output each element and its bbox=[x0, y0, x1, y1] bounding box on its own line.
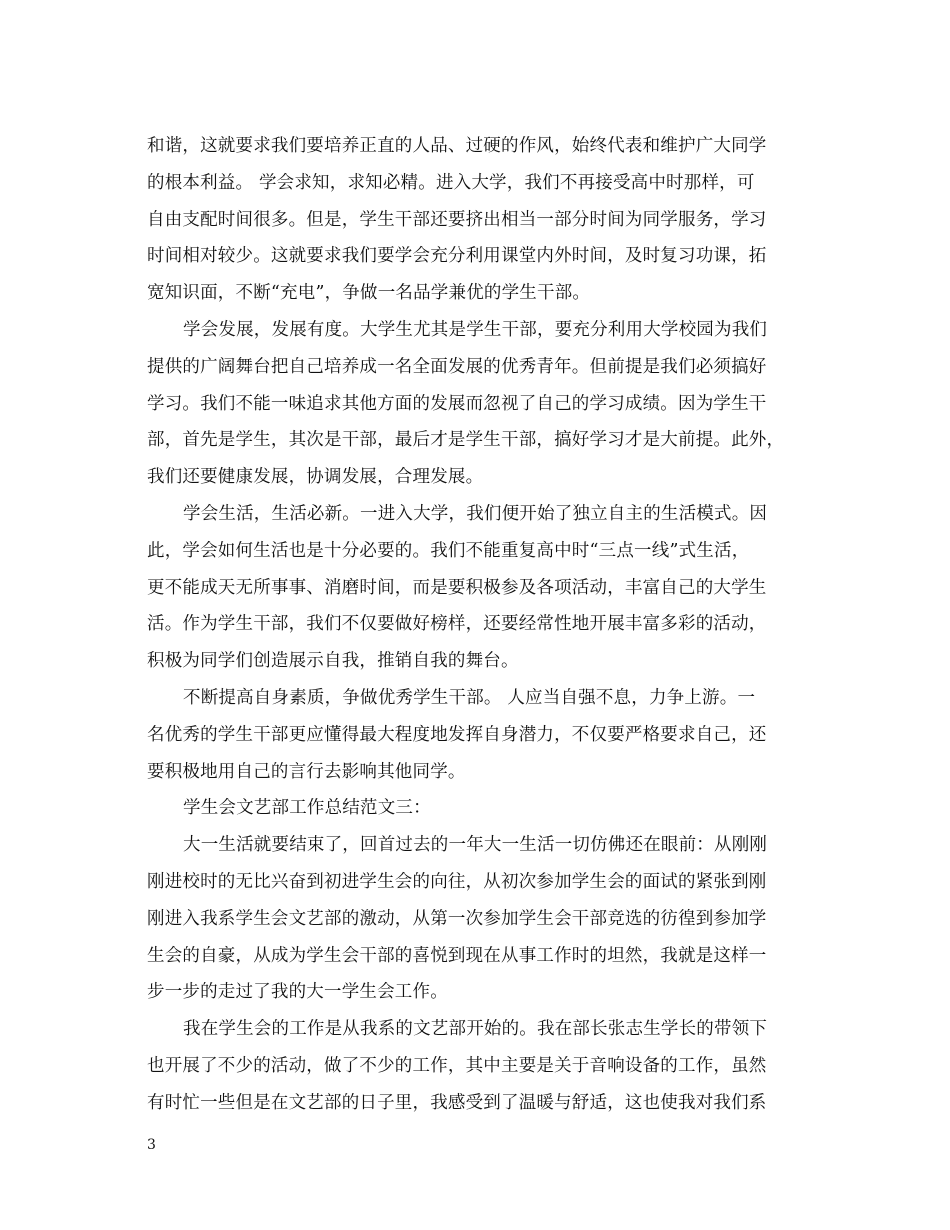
text-line: 的根本利益。 学会求知，求知必精。进入大学，我们不再接受高中时那样，可 bbox=[147, 172, 755, 193]
text-line: 活。作为学生干部，我们不仅要做好榜样，还要经常性地开展丰富多彩的活动， bbox=[147, 614, 767, 635]
text-line: 积极为同学们创造展示自我，推销自我的舞台。 bbox=[147, 651, 519, 672]
text-line: 不断提高自身素质，争做优秀学生干部。 人应当自强不息，力争上游。一 bbox=[183, 687, 756, 708]
text-line: 步一步的走过了我的大一学生会工作。 bbox=[147, 982, 448, 1003]
text-line: 学会发展，发展有度。大学生尤其是学生干部，要充分利用大学校园为我们 bbox=[183, 319, 768, 340]
text-line: 和谐，这就要求我们要培养正直的人品、过硬的作风，始终代表和维护广大同学 bbox=[147, 136, 767, 156]
body-text bbox=[147, 128, 803, 1122]
page-number: 3 bbox=[147, 1137, 156, 1153]
text-line: 刚进入我系学生会文艺部的激动，从第一次参加学生会干部竞选的彷徨到参加学 bbox=[147, 908, 767, 929]
text-line: 宽知识面，不断“充电”，争做一名品学兼优的学生干部。 bbox=[147, 283, 591, 304]
text-line: 生会的自豪，从成为学生会干部的喜悦到现在从事工作时的坦然，我就是这样一 bbox=[147, 945, 767, 966]
text-line: 时间相对较少。这就要求我们要学会充分利用课堂内外时间，及时复习功课，拓 bbox=[147, 246, 767, 267]
text-line: 大一生活就要结束了，回首过去的一年大一生活一切仿佛还在眼前：从刚刚 bbox=[183, 835, 768, 856]
text-line: 学生会文艺部工作总结范文三： bbox=[183, 798, 431, 819]
text-line: 我在学生会的工作是从我系的文艺部开始的。我在部长张志生学长的带领下 bbox=[183, 1019, 768, 1040]
text-line: 提供的广阔舞台把自己培养成一名全面发展的优秀青年。但前提是我们必须搞好 bbox=[147, 356, 767, 377]
text-line: 自由支配时间很多。但是，学生干部还要挤出相当一部分时间为同学服务，学习 bbox=[147, 209, 767, 230]
text-line: 学习。我们不能一味追求其他方面的发展而忽视了自己的学习成绩。因为学生干 bbox=[147, 393, 767, 414]
text-line: 学会生活，生活必新。一进入大学，我们便开始了独立自主的生活模式。因 bbox=[183, 503, 768, 524]
text-line: 此，学会如何生活也是十分必要的。我们不能重复高中时“三点一线”式生活， bbox=[147, 540, 750, 561]
text-line: 要积极地用自己的言行去影响其他同学。 bbox=[147, 761, 466, 782]
text-line: 有时忙一些但是在文艺部的日子里，我感受到了温暖与舒适，这也使我对我们系 bbox=[147, 1092, 767, 1113]
text-line: 部，首先是学生，其次是干部，最后才是学生干部，搞好学习才是大前提。此外， bbox=[147, 430, 785, 451]
text-line: 更不能成天无所事事、消磨时间，而是要积极参及各项活动，丰富自己的大学生 bbox=[147, 577, 767, 598]
text-line: 刚进校时的无比兴奋到初进学生会的向往，从初次参加学生会的面试的紧张到刚 bbox=[147, 871, 767, 892]
text-line: 也开展了不少的活动，做了不少的工作，其中主要是关于音响设备的工作，虽然 bbox=[147, 1055, 767, 1076]
text-line: 我们还要健康发展，协调发展，合理发展。 bbox=[147, 467, 484, 488]
text-line: 名优秀的学生干部更应懂得最大程度地发挥自身潜力，不仅要严格要求自己，还 bbox=[147, 724, 767, 745]
